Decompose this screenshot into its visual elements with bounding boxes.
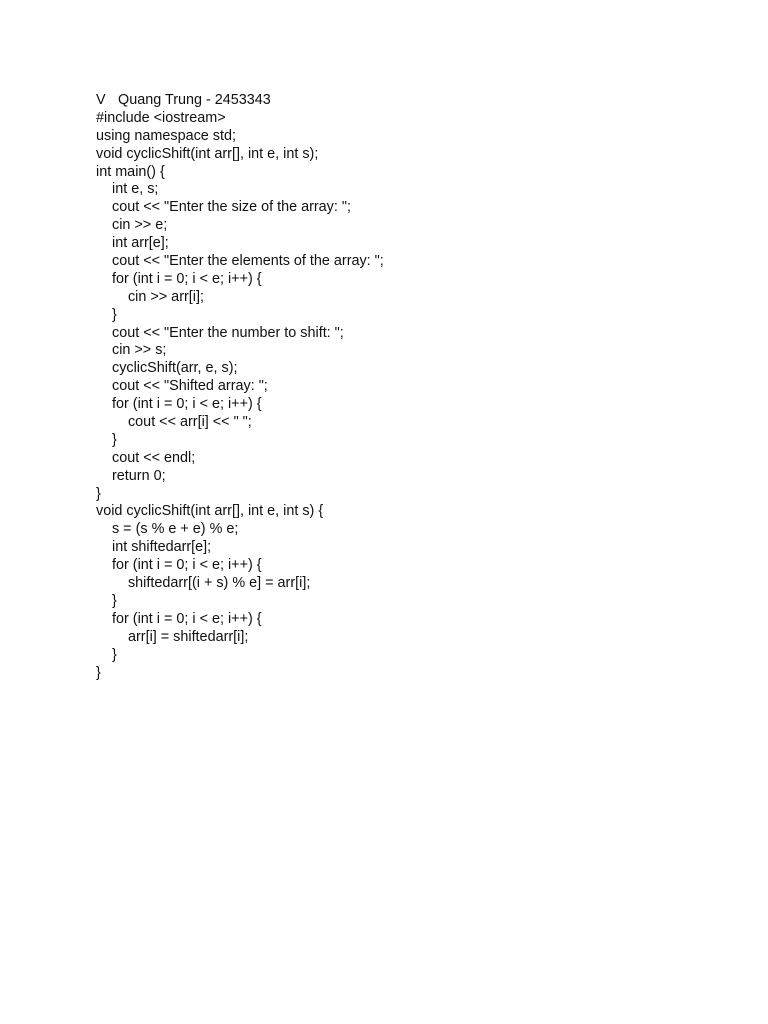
code-line: void cyclicShift(int arr[], int e, int s);: [96, 145, 319, 162]
code-line: for (int i = 0; i < e; i++) {: [96, 396, 262, 413]
code-line: for (int i = 0; i < e; i++) {: [96, 270, 262, 287]
code-line: cout << endl;: [96, 449, 196, 466]
code-line: }: [96, 646, 117, 663]
author-line: [96, 92, 716, 110]
code-line: using namespace std;: [96, 127, 236, 144]
code-line: }: [96, 306, 117, 323]
code-line: return 0;: [96, 467, 166, 484]
code-line: }: [96, 485, 101, 502]
code-line: void cyclicShift(int arr[], int e, int s) {: [96, 503, 324, 520]
code-line: cout << "Enter the number to shift: ";: [96, 324, 344, 341]
code-line: }: [96, 664, 101, 681]
code-line: s = (s % e + e) % e;: [96, 521, 239, 538]
code-line: for (int i = 0; i < e; i++) {: [96, 610, 262, 627]
code-line: cin >> arr[i];: [96, 288, 204, 305]
code-line: cout << arr[i] << " ";: [96, 414, 252, 431]
code-line: }: [96, 592, 117, 609]
code-line: cin >> s;: [96, 342, 167, 359]
code-line: int shiftedarr[e];: [96, 539, 212, 556]
code-line: arr[i] = shiftedarr[i];: [96, 628, 249, 645]
code-line: #include <iostream>: [96, 109, 226, 126]
document-body: [96, 92, 716, 682]
code-block: [96, 110, 716, 683]
code-line: cout << "Shifted array: ";: [96, 378, 268, 395]
code-line: int main() {: [96, 163, 165, 180]
code-line: int arr[e];: [96, 235, 169, 252]
code-line: for (int i = 0; i < e; i++) {: [96, 557, 262, 574]
code-line: shiftedarr[(i + s) % e] = arr[i];: [96, 575, 311, 592]
code-line: cout << "Enter the elements of the array: ";: [96, 253, 384, 270]
code-line: }: [96, 431, 117, 448]
code-line: cyclicShift(arr, e, s);: [96, 360, 238, 377]
code-line: cout << "Enter the size of the array: ";: [96, 199, 351, 216]
author-name-id: Quang Trung - 2453343: [118, 92, 271, 108]
author-prefix: V: [96, 92, 106, 108]
code-line: cin >> e;: [96, 217, 168, 234]
code-line: int e, s;: [96, 181, 159, 198]
